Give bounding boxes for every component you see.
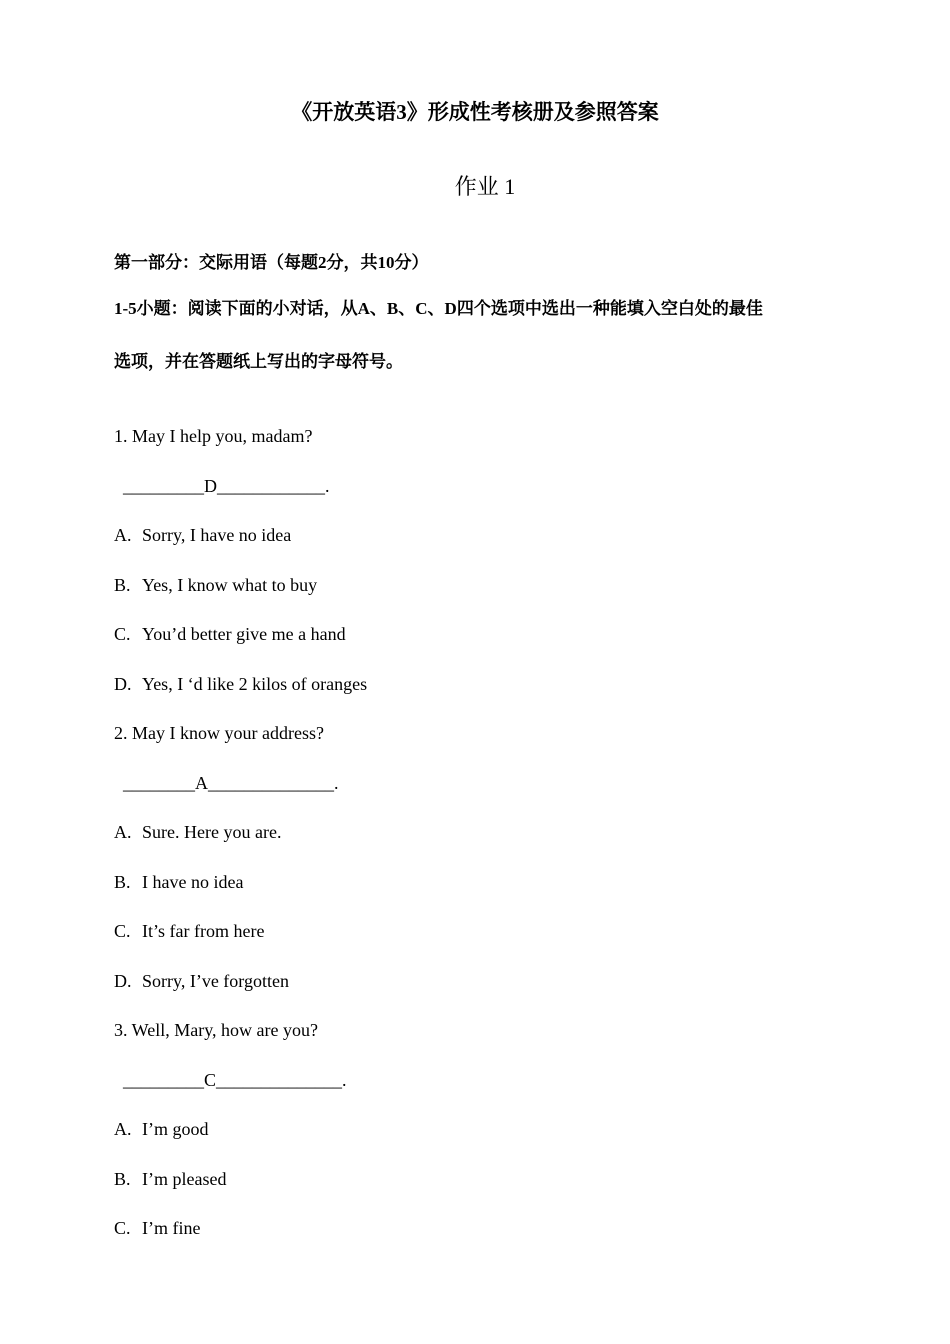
option-item <box>114 522 874 572</box>
option-item <box>114 1166 874 1216</box>
instruction-line-2: 选项，并在答题纸上写出的字母符号。 <box>114 352 403 371</box>
option-text: Yes, I ‘d like 2 kilos of oranges <box>142 673 368 694</box>
option-item <box>114 1215 874 1265</box>
option-text: Sorry, I have no idea <box>142 525 292 545</box>
option-text: It’s far from here <box>142 921 265 941</box>
option-letter: C. <box>114 1218 131 1238</box>
option-item <box>114 968 874 1018</box>
option-text: I have no idea <box>142 871 244 892</box>
option-item <box>114 1116 874 1166</box>
option-letter: B. <box>114 574 131 595</box>
question-prompt: 2. May I know your address? <box>114 723 324 743</box>
document-title: 《开放英语3》形成性考核册及参照答案 <box>291 100 659 124</box>
option-text: Sure. Here you are. <box>142 822 282 842</box>
option-letter: D. <box>114 970 132 991</box>
option-item <box>114 819 874 869</box>
option-letter: C. <box>114 921 131 941</box>
option-item <box>114 918 874 968</box>
option-letter: D. <box>114 673 132 694</box>
option-letter: A. <box>114 822 132 842</box>
option-text: I’m fine <box>142 1218 201 1238</box>
option-text: You’d better give me a hand <box>142 624 346 644</box>
option-text: I’m good <box>142 1119 209 1139</box>
option-letter: A. <box>114 1119 132 1139</box>
option-text: Yes, I know what to buy <box>142 574 318 595</box>
instruction-line-1: 1-5小题：阅读下面的小对话，从A、B、C、D四个选项中选出一种能填入空白处的最佳 <box>114 299 763 318</box>
question-prompt: 1. May I help you, madam? <box>114 426 313 446</box>
section-heading: 第一部分：交际用语（每题2分，共10分） <box>114 253 429 272</box>
option-item <box>114 572 874 622</box>
option-item <box>114 869 874 919</box>
option-letter: B. <box>114 1168 131 1189</box>
answer-blank: _________D____________. <box>123 475 330 496</box>
option-text: Sorry, I’ve forgotten <box>142 970 289 991</box>
option-item <box>114 671 874 721</box>
option-letter: B. <box>114 871 131 892</box>
assignment-title: 作业 1 <box>454 174 516 199</box>
option-letter: A. <box>114 525 132 545</box>
answer-blank: ________A______________. <box>123 772 339 793</box>
option-letter: C. <box>114 624 131 644</box>
option-item <box>114 621 874 671</box>
option-text: I’m pleased <box>142 1168 227 1189</box>
question-prompt: 3. Well, Mary, how are you? <box>114 1020 318 1040</box>
instruction-text <box>114 296 866 375</box>
question-list <box>114 423 874 1265</box>
answer-blank: _________C______________. <box>123 1069 347 1090</box>
